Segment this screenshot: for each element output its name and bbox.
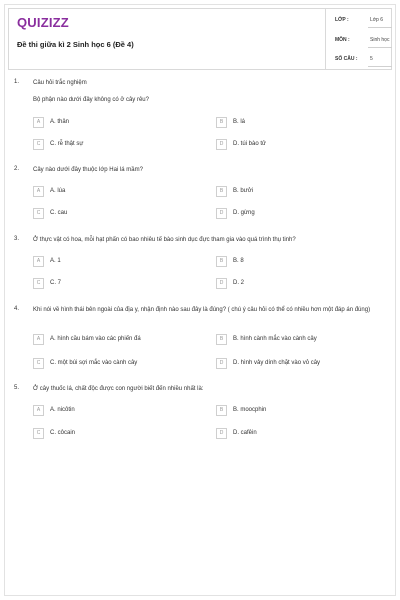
option-text: B. hình cành mắc vào cành cây <box>233 336 317 342</box>
option-letter-box: B <box>216 186 227 197</box>
option-letter-box: D <box>216 139 227 150</box>
question-number: 2. <box>14 166 20 172</box>
meta-underline <box>368 66 392 67</box>
option-c[interactable] <box>33 278 173 289</box>
option-d[interactable] <box>216 358 366 369</box>
meta-value: Lớp 6 <box>370 17 384 23</box>
option-text: D. túi bào tử <box>233 141 267 147</box>
option-text: A. lúa <box>50 188 66 194</box>
option-text: C. rễ thật sự <box>50 141 84 147</box>
option-b[interactable] <box>216 256 366 267</box>
option-a[interactable] <box>33 334 173 345</box>
option-letter-box: D <box>216 208 227 219</box>
question-text: Ở cây thuốc lá, chất độc được con người biết đến nhiều nhất là: <box>33 386 204 392</box>
option-b[interactable] <box>216 405 366 416</box>
option-letter-box: B <box>216 117 227 128</box>
option-text: C. côcain <box>50 430 76 436</box>
option-letter-box: D <box>216 428 227 439</box>
option-b[interactable] <box>216 117 366 128</box>
option-letter-box: A <box>33 186 44 197</box>
option-text: B. bưởi <box>233 188 253 194</box>
meta-underline <box>368 47 392 48</box>
meta-row-grade <box>326 15 394 31</box>
option-c[interactable] <box>33 208 173 219</box>
option-text: D. hình vảy dính chặt vào vỏ cây <box>233 360 321 366</box>
meta-value: 5 <box>370 56 373 62</box>
option-letter-box: C <box>33 428 44 439</box>
option-b[interactable] <box>216 186 366 197</box>
meta-label: SỐ CÂU : <box>335 56 358 62</box>
option-d[interactable] <box>216 278 366 289</box>
option-text: B. lá <box>233 119 246 125</box>
option-text: A. hình cầu bám vào các phiến đá <box>50 336 141 342</box>
question-text: Câu hỏi trắc nghiệm <box>33 80 87 86</box>
worksheet-header <box>8 8 392 70</box>
question-number: 1. <box>14 79 20 85</box>
meta-value: Sinh học <box>370 37 390 43</box>
option-a[interactable] <box>33 117 173 128</box>
question-text: Khi nói về hình thái bên ngoài của địa y, nhận định nào sau đây là đúng? ( chú ý câu hỏi có thể có nhiều hơn một đáp án đúng) <box>33 307 371 313</box>
option-d[interactable] <box>216 139 366 150</box>
option-b[interactable] <box>216 334 366 345</box>
option-c[interactable] <box>33 358 173 369</box>
option-text: C. cau <box>50 210 68 216</box>
meta-panel <box>325 9 393 69</box>
option-letter-box: A <box>33 117 44 128</box>
option-letter-box: C <box>33 139 44 150</box>
page-frame <box>4 4 396 596</box>
quizizz-logo: QUIZIZZ <box>17 15 69 30</box>
question-number: 3. <box>14 236 20 242</box>
option-c[interactable] <box>33 428 173 439</box>
option-text: C. một búi sợi mắc vào cành cây <box>50 360 138 366</box>
option-text: A. 1 <box>50 258 61 264</box>
question-number: 4. <box>14 306 20 312</box>
option-text: A. nicôtin <box>50 407 75 413</box>
meta-underline <box>368 27 392 28</box>
question-number: 5. <box>14 385 20 391</box>
option-d[interactable] <box>216 208 366 219</box>
page-title: Đề thi giữa kì 2 Sinh học 6 (Đề 4) <box>17 40 134 49</box>
option-letter-box: B <box>216 405 227 416</box>
option-text: B. moocphin <box>233 407 267 413</box>
option-text: C. 7 <box>50 280 62 286</box>
option-text: D. cafêin <box>233 430 257 436</box>
option-letter-box: D <box>216 358 227 369</box>
option-a[interactable] <box>33 405 173 416</box>
option-text: D. 2 <box>233 280 245 286</box>
meta-row-subject <box>326 35 394 51</box>
option-text: D. gừng <box>233 210 255 216</box>
option-text: B. 8 <box>233 258 244 264</box>
option-letter-box: A <box>33 256 44 267</box>
option-letter-box: A <box>33 334 44 345</box>
meta-label: LỚP : <box>335 17 349 23</box>
option-d[interactable] <box>216 428 366 439</box>
option-letter-box: A <box>33 405 44 416</box>
option-letter-box: C <box>33 208 44 219</box>
meta-label: MÔN : <box>335 37 350 43</box>
question-text: Cây nào dưới đây thuộc lớp Hai lá mầm? <box>33 167 143 173</box>
option-letter-box: D <box>216 278 227 289</box>
option-a[interactable] <box>33 186 173 197</box>
question-subtext: Bộ phận nào dưới đây không có ở cây rêu? <box>33 97 149 103</box>
option-letter-box: C <box>33 278 44 289</box>
option-letter-box: C <box>33 358 44 369</box>
option-text: A. thân <box>50 119 70 125</box>
meta-row-count <box>326 54 394 70</box>
question-text: Ở thực vật có hoa, mỗi hạt phấn có bao nhiêu tế bào sinh dục đực tham gia vào quá trình thụ tinh? <box>33 237 296 243</box>
option-letter-box: B <box>216 334 227 345</box>
option-a[interactable] <box>33 256 173 267</box>
option-c[interactable] <box>33 139 173 150</box>
option-letter-box: B <box>216 256 227 267</box>
